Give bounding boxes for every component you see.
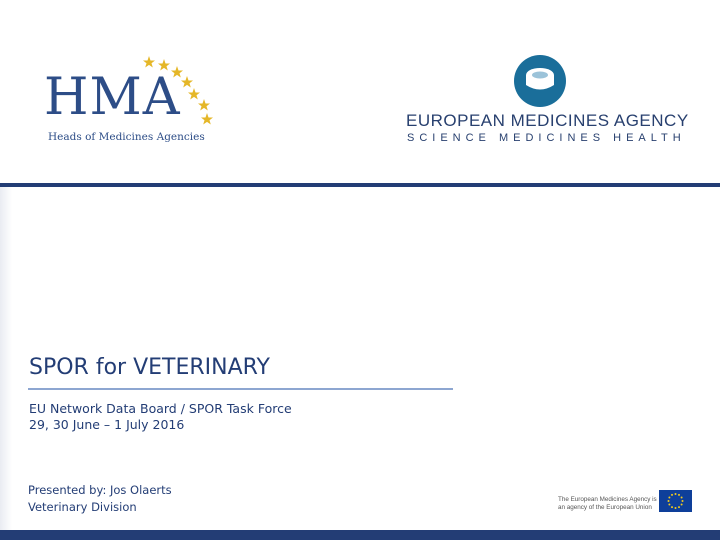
star-icon [181,76,193,88]
meeting-info [29,401,292,434]
hma-logo [44,52,224,147]
eu-flag-icon [659,490,692,512]
slide-title: SPOR for VETERINARY [29,355,270,380]
presenter-info [28,482,172,515]
agency-note-line2: an agency of the European Union [558,503,652,511]
footer-bar [0,530,720,540]
meeting-dates: 29, 30 June – 1 July 2016 [29,417,185,433]
presenter-division: Veterinary Division [28,499,137,514]
star-icon [201,113,213,125]
star-icon [198,99,210,111]
ema-name: EUROPEAN MEDICINES AGENCY [406,111,689,130]
agency-note-line1: The European Medicines Agency is [558,496,657,503]
left-edge-shade [0,187,12,530]
star-icon [143,56,155,68]
hma-subtitle: Heads of Medicines Agencies [48,131,205,143]
star-icon [188,88,200,100]
title-underline [28,388,453,390]
ema-tagline: SCIENCE MEDICINES HEALTH [407,132,686,144]
ema-emblem-icon [513,54,567,108]
meeting-name: EU Network Data Board / SPOR Task Force [29,401,292,416]
agency-note [558,496,657,512]
hma-wordmark: HMA [44,68,181,127]
header-divider [0,183,720,187]
presenter-name: Presented by: Jos Olaerts [28,483,172,497]
